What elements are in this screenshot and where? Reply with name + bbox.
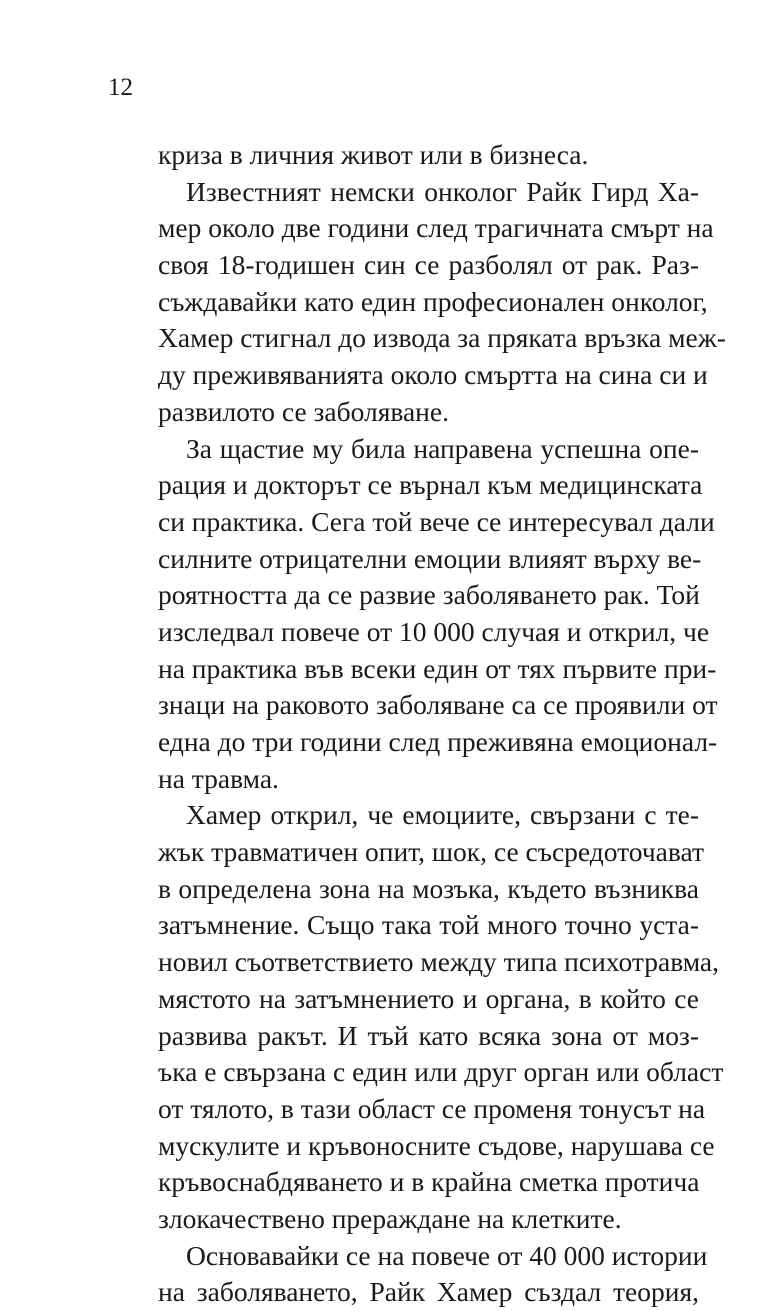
text-line: една до три години след преживяна емоционал- [158,726,718,757]
text-line: на травма. [158,762,279,794]
text-line: новил съответствието между типа психотравма, [158,946,719,978]
text-line: мястото на затъмнението и органа, в който се [158,982,699,1014]
text-line: Хамер стигнал до извода за пряката връзка меж- [158,322,726,354]
text-line: си практика. Сега той вече се интересувал дали [158,505,715,537]
text-line: Хамер открил, че емоциите, свързани с те- [186,799,699,831]
text-line: За щастие му била направена успешна опе- [186,432,699,464]
text-line: мер около две години след трагичната смърт на [158,212,714,244]
text-line: кръвоснабдяването и в крайна сметка протича [158,1166,700,1198]
text-line: силните отрицателни емоции влияят върху ве- [158,542,702,574]
text-line: рация и докторът се върнал към медицинската [158,469,703,501]
body-text [158,137,726,1311]
page-number: 12 [108,74,133,101]
text-line: криза в личния живот или в бизнеса. [158,139,589,170]
text-line: на заболяването, Райк Хамер създал теория, [158,1276,699,1308]
text-line: знаци на раковото заболяване са се проявили от [158,689,718,721]
text-line: развилото се заболяване. [158,395,449,427]
text-line: жък травматичен опит, шок, се съсредоточават [158,836,704,868]
text-line: Основавайки се на повече от 40 000 истории [186,1239,708,1271]
text-line: на практика във всеки един от тях първите при- [158,652,717,684]
text-line: своя 18-годишен син се разболял от рак. Раз- [158,249,699,281]
text-line: затъмнение. Също така той много точно уста- [158,909,699,941]
text-line: злокачествено прераждане на клетките. [158,1202,622,1234]
text-line: роятността да се развие заболяването рак. Той [158,579,700,611]
text-line: от тялото, в тази област се променя тонусът на [158,1092,706,1124]
text-line: съждавайки като един професионален онколог, [158,285,708,317]
text-line: мускулите и кръвоносните съдове, нарушава се [158,1129,715,1161]
text-line: Известният немски онколог Райк Гирд Ха- [186,175,699,207]
text-line: ъка е свързана с един или друг орган или област [158,1056,724,1088]
text-line: ду преживяванията около смъртта на сина си и [158,359,708,391]
text-line: изследвал повече от 10 000 случая и открил, че [158,615,710,647]
text-line: развива ракът. И тъй като всяка зона от моз- [158,1019,699,1051]
text-line: в определена зона на мозъка, където възниква [158,872,699,904]
